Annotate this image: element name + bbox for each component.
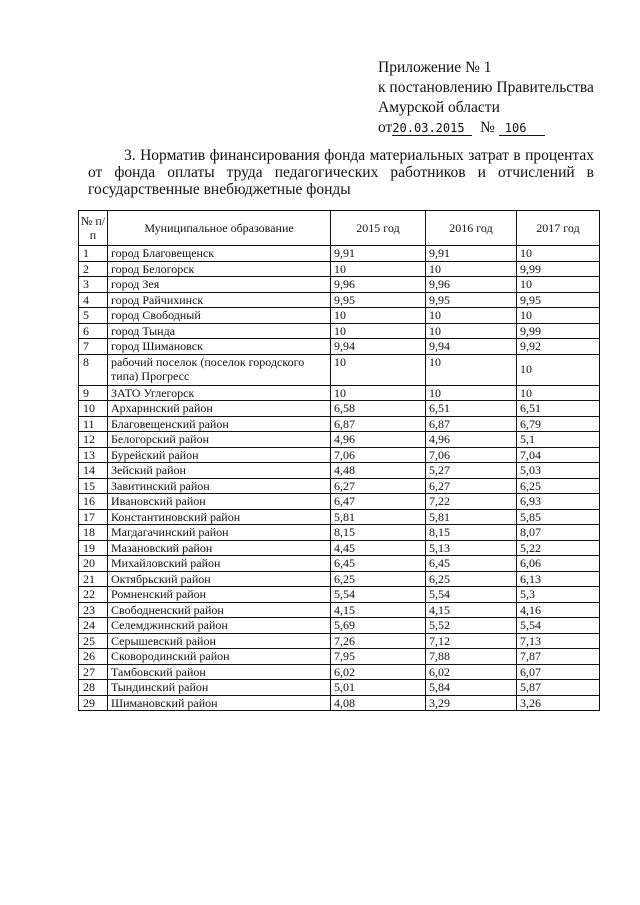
row-value-2016: 5,81	[426, 509, 517, 525]
row-municipality: Тамбовский район	[108, 664, 331, 680]
row-value-2016: 10	[426, 308, 517, 324]
row-number: 23	[79, 602, 108, 618]
row-municipality: Завитинский район	[108, 478, 331, 494]
table-row	[79, 540, 600, 556]
row-value-2016: 9,95	[426, 292, 517, 308]
row-number: 24	[79, 618, 108, 634]
row-value-2017: 3,26	[517, 695, 600, 711]
row-number: 18	[79, 525, 108, 541]
row-number: 16	[79, 494, 108, 510]
row-number: 4	[79, 292, 108, 308]
row-municipality: город Шимановск	[108, 339, 331, 355]
table-row	[79, 401, 600, 417]
appendix-resolution-line: к постановлению Правительства	[378, 79, 594, 96]
row-value-2015: 6,47	[331, 494, 426, 510]
row-value-2016: 6,25	[426, 571, 517, 587]
row-value-2015: 5,54	[331, 587, 426, 603]
row-value-2015: 6,45	[331, 556, 426, 572]
header-2017: 2017 год	[517, 211, 600, 246]
row-number: 26	[79, 649, 108, 665]
table-row	[79, 556, 600, 572]
row-municipality: Зейский район	[108, 463, 331, 479]
row-number: 8	[79, 354, 108, 385]
row-value-2017: 5,22	[517, 540, 600, 556]
row-value-2015: 6,58	[331, 401, 426, 417]
row-value-2016: 7,06	[426, 447, 517, 463]
table-row	[79, 308, 600, 324]
table-row	[79, 385, 600, 401]
table-row	[79, 323, 600, 339]
section-heading-text: 3. Норматив финансирования фонда материальных затрат в процентах от фонда оплаты труда педагогических работников и отчислений в государственные внебюджетные фонды	[88, 147, 594, 198]
row-municipality: Тындинский район	[108, 680, 331, 696]
row-value-2015: 4,08	[331, 695, 426, 711]
row-number: 21	[79, 571, 108, 587]
table-row	[79, 432, 600, 448]
row-municipality: Ромненский район	[108, 587, 331, 603]
row-number: 2	[79, 261, 108, 277]
row-value-2017: 7,87	[517, 649, 600, 665]
row-value-2015: 6,02	[331, 664, 426, 680]
row-value-2016: 7,88	[426, 649, 517, 665]
row-number: 10	[79, 401, 108, 417]
row-number: 6	[79, 323, 108, 339]
row-number: 9	[79, 385, 108, 401]
table-header-row	[79, 211, 600, 246]
row-value-2015: 9,91	[331, 246, 426, 262]
row-value-2017: 10	[517, 385, 600, 401]
row-number: 27	[79, 664, 108, 680]
row-value-2015: 9,94	[331, 339, 426, 355]
table-row	[79, 602, 600, 618]
row-value-2016: 5,13	[426, 540, 517, 556]
row-value-2015: 5,69	[331, 618, 426, 634]
row-value-2016: 8,15	[426, 525, 517, 541]
row-value-2017: 6,13	[517, 571, 600, 587]
row-value-2016: 9,96	[426, 277, 517, 293]
row-number: 29	[79, 695, 108, 711]
row-value-2016: 9,91	[426, 246, 517, 262]
row-number: 11	[79, 416, 108, 432]
row-municipality: Серышевский район	[108, 633, 331, 649]
row-value-2017: 10	[517, 246, 600, 262]
table-row	[79, 339, 600, 355]
row-value-2017: 6,07	[517, 664, 600, 680]
row-value-2015: 5,01	[331, 680, 426, 696]
row-value-2016: 6,45	[426, 556, 517, 572]
row-value-2016: 9,94	[426, 339, 517, 355]
table-body	[79, 246, 600, 711]
row-number: 14	[79, 463, 108, 479]
row-municipality: рабочий поселок (поселок городского типа) Прогресс	[108, 354, 331, 385]
row-value-2017: 10	[517, 277, 600, 293]
row-value-2017: 9,95	[517, 292, 600, 308]
row-value-2015: 4,15	[331, 602, 426, 618]
row-value-2016: 5,52	[426, 618, 517, 634]
row-value-2015: 10	[331, 385, 426, 401]
row-value-2017: 9,99	[517, 323, 600, 339]
table-row	[79, 664, 600, 680]
row-number: 3	[79, 277, 108, 293]
row-value-2016: 4,96	[426, 432, 517, 448]
row-value-2017: 5,85	[517, 509, 600, 525]
row-value-2017: 5,3	[517, 587, 600, 603]
resolution-number: 106	[504, 121, 527, 135]
appendix-header	[378, 58, 594, 138]
row-value-2015: 7,06	[331, 447, 426, 463]
row-value-2016: 7,12	[426, 633, 517, 649]
row-municipality: город Зея	[108, 277, 331, 293]
financing-norms-table	[78, 210, 600, 711]
row-municipality: ЗАТО Углегорск	[108, 385, 331, 401]
row-number: 5	[79, 308, 108, 324]
row-number: 12	[79, 432, 108, 448]
header-2016: 2016 год	[426, 211, 517, 246]
row-value-2016: 5,27	[426, 463, 517, 479]
row-municipality: Селемджинский район	[108, 618, 331, 634]
row-municipality: Бурейский район	[108, 447, 331, 463]
row-value-2015: 4,48	[331, 463, 426, 479]
table-row	[79, 478, 600, 494]
row-value-2015: 4,96	[331, 432, 426, 448]
row-value-2015: 4,45	[331, 540, 426, 556]
table-row	[79, 292, 600, 308]
row-value-2017: 5,54	[517, 618, 600, 634]
appendix-title: Приложение № 1	[378, 59, 492, 76]
row-value-2015: 6,27	[331, 478, 426, 494]
table-row	[79, 680, 600, 696]
appendix-region-line: Амурской области	[378, 99, 500, 116]
row-number: 22	[79, 587, 108, 603]
row-municipality: город Свободный	[108, 308, 331, 324]
row-value-2015: 9,95	[331, 292, 426, 308]
row-value-2017: 6,06	[517, 556, 600, 572]
row-value-2015: 7,26	[331, 633, 426, 649]
row-value-2016: 3,29	[426, 695, 517, 711]
table-row	[79, 463, 600, 479]
row-value-2017: 4,16	[517, 602, 600, 618]
row-municipality: Константиновский район	[108, 509, 331, 525]
row-value-2016: 6,02	[426, 664, 517, 680]
row-value-2017: 9,99	[517, 261, 600, 277]
number-prefix: №	[480, 119, 495, 136]
row-number: 19	[79, 540, 108, 556]
row-municipality: Октябрьский район	[108, 571, 331, 587]
table-row	[79, 261, 600, 277]
row-number: 7	[79, 339, 108, 355]
row-municipality: Шимановский район	[108, 695, 331, 711]
row-value-2015: 8,15	[331, 525, 426, 541]
row-value-2016: 10	[426, 323, 517, 339]
row-number: 15	[79, 478, 108, 494]
table-row	[79, 587, 600, 603]
row-value-2015: 10	[331, 354, 426, 385]
row-municipality: Белогорский район	[108, 432, 331, 448]
row-value-2017: 6,25	[517, 478, 600, 494]
section-heading	[88, 147, 594, 198]
header-municipality: Муниципальное образование	[108, 211, 331, 246]
row-value-2015: 7,95	[331, 649, 426, 665]
row-number: 20	[79, 556, 108, 572]
header-2015: 2015 год	[331, 211, 426, 246]
row-value-2017: 10	[517, 308, 600, 324]
row-value-2016: 10	[426, 261, 517, 277]
row-value-2017: 5,03	[517, 463, 600, 479]
resolution-date: 20.03.2015	[392, 121, 465, 135]
row-value-2015: 6,25	[331, 571, 426, 587]
row-value-2015: 10	[331, 261, 426, 277]
row-value-2016: 4,15	[426, 602, 517, 618]
row-municipality: город Белогорск	[108, 261, 331, 277]
row-municipality: Мазановский район	[108, 540, 331, 556]
row-municipality: Михайловский район	[108, 556, 331, 572]
row-number: 17	[79, 509, 108, 525]
table-row	[79, 277, 600, 293]
row-value-2017: 7,04	[517, 447, 600, 463]
row-municipality: город Тында	[108, 323, 331, 339]
row-value-2015: 9,96	[331, 277, 426, 293]
table-row	[79, 618, 600, 634]
row-municipality: Благовещенский район	[108, 416, 331, 432]
row-municipality: город Райчихинск	[108, 292, 331, 308]
row-value-2015: 10	[331, 308, 426, 324]
row-value-2017: 10	[517, 354, 600, 385]
row-value-2017: 8,07	[517, 525, 600, 541]
table-row	[79, 649, 600, 665]
table-row	[79, 246, 600, 262]
row-municipality: Сковородинский район	[108, 649, 331, 665]
row-value-2017: 5,87	[517, 680, 600, 696]
row-municipality: Магдагачинский район	[108, 525, 331, 541]
row-value-2016: 5,54	[426, 587, 517, 603]
row-value-2016: 5,84	[426, 680, 517, 696]
row-municipality: Свободненский район	[108, 602, 331, 618]
row-value-2017: 6,93	[517, 494, 600, 510]
row-municipality: Архаринский район	[108, 401, 331, 417]
row-value-2016: 6,51	[426, 401, 517, 417]
table-row	[79, 494, 600, 510]
row-number: 13	[79, 447, 108, 463]
row-value-2016: 6,87	[426, 416, 517, 432]
row-value-2016: 10	[426, 354, 517, 385]
row-value-2015: 6,87	[331, 416, 426, 432]
header-num: № п/п	[79, 211, 108, 246]
row-value-2016: 10	[426, 385, 517, 401]
row-value-2015: 10	[331, 323, 426, 339]
row-value-2017: 6,79	[517, 416, 600, 432]
table-row	[79, 447, 600, 463]
table-row	[79, 633, 600, 649]
row-municipality: Ивановский район	[108, 494, 331, 510]
row-number: 25	[79, 633, 108, 649]
table-row	[79, 354, 600, 385]
row-value-2017: 6,51	[517, 401, 600, 417]
table-row	[79, 695, 600, 711]
date-prefix: от	[378, 119, 393, 136]
row-value-2017: 5,1	[517, 432, 600, 448]
row-value-2017: 7,13	[517, 633, 600, 649]
row-municipality: город Благовещенск	[108, 246, 331, 262]
row-number: 28	[79, 680, 108, 696]
row-value-2016: 7,22	[426, 494, 517, 510]
row-number: 1	[79, 246, 108, 262]
row-value-2015: 5,81	[331, 509, 426, 525]
row-value-2016: 6,27	[426, 478, 517, 494]
table-row	[79, 571, 600, 587]
table-row	[79, 509, 600, 525]
table-row	[79, 525, 600, 541]
appendix-date-line	[378, 118, 594, 138]
table-row	[79, 416, 600, 432]
row-value-2017: 9,92	[517, 339, 600, 355]
